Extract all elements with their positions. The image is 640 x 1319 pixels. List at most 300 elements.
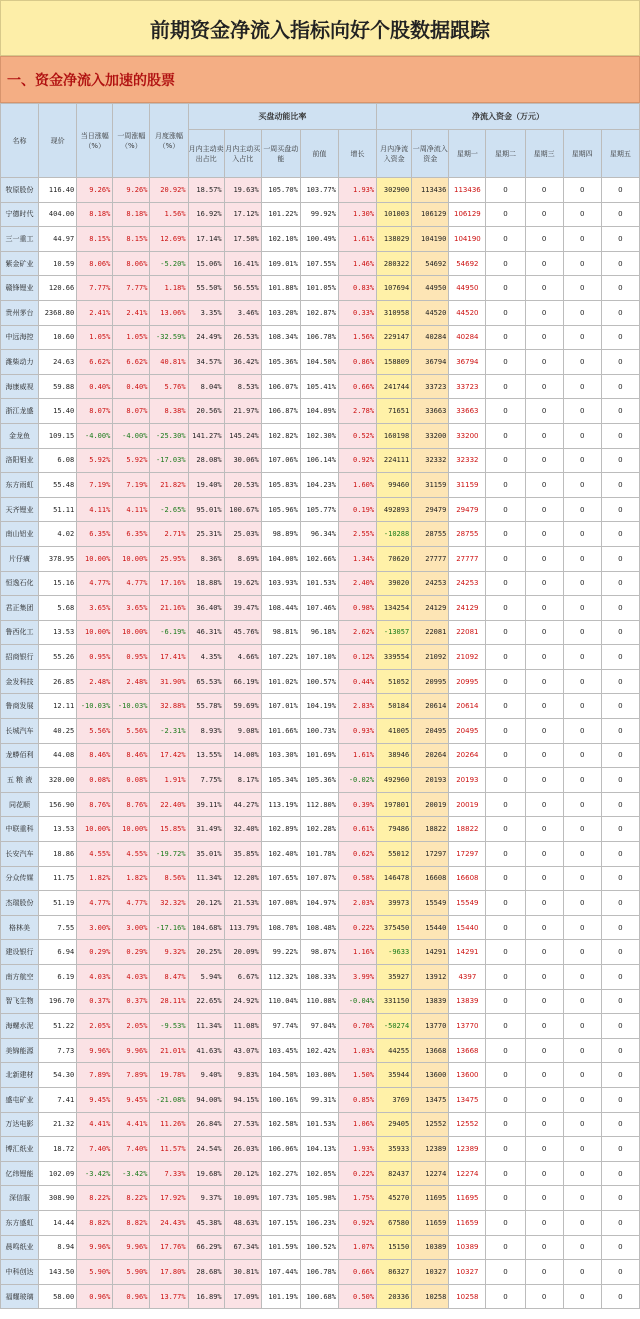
table-row [1,325,640,350]
cell-wed: 0 [525,522,563,547]
cell-net-month: 160198 [377,423,412,448]
cell-thu: 0 [563,1210,601,1235]
cell-buy-ratio: 14.00% [224,743,261,768]
table-row [1,276,640,301]
cell-net-week: 15549 [412,891,449,916]
cell-day-change: 2.05% [77,1014,113,1039]
cell-fri: 0 [601,325,639,350]
stock-table [0,103,640,1309]
cell-month-change: 24.43% [150,1210,188,1235]
cell-thu: 0 [563,202,601,227]
cell-week-power: 101.22% [261,202,300,227]
cell-net-month: -13057 [377,620,412,645]
cell-month-change: 17.16% [150,571,188,596]
cell-fri: 0 [601,1186,639,1211]
cell-prev: 106.78% [300,325,338,350]
cell-name: 浙江龙盛 [1,399,39,424]
cell-net-month: 82437 [377,1161,412,1186]
cell-month-change: 1.18% [150,276,188,301]
cell-fri: 0 [601,915,639,940]
cell-wed: 0 [525,792,563,817]
cell-net-week: 18822 [412,817,449,842]
cell-buy-ratio: 39.47% [224,596,261,621]
cell-thu: 0 [563,768,601,793]
cell-tue: 0 [486,817,525,842]
cell-fri: 0 [601,989,639,1014]
cell-sell-ratio: 66.29% [188,1235,224,1260]
cell-week-change: 10.00% [113,546,150,571]
cell-month-change: 21.82% [150,473,188,498]
cell-week-change: 8.07% [113,399,150,424]
cell-day-change: 8.15% [77,227,113,252]
cell-net-month: 302900 [377,178,412,203]
cell-tue: 0 [486,227,525,252]
cell-day-change: 9.45% [77,1087,113,1112]
cell-fri: 0 [601,350,639,375]
cell-month-change: 17.80% [150,1260,188,1285]
cell-tue: 0 [486,596,525,621]
cell-fri: 0 [601,669,639,694]
cell-mon: 17297 [449,842,486,867]
cell-week-power: 102.10% [261,227,300,252]
cell-net-week: 10258 [412,1284,449,1309]
cell-fri: 0 [601,965,639,990]
header-fri: 星期五 [601,130,639,178]
cell-buy-ratio: 44.27% [224,792,261,817]
cell-week-power: 107.73% [261,1186,300,1211]
cell-growth: 1.60% [338,473,376,498]
cell-fri: 0 [601,1235,639,1260]
cell-day-change: 7.40% [77,1137,113,1162]
cell-buy-ratio: 113.79% [224,915,261,940]
cell-net-month: 310958 [377,300,412,325]
cell-week-change: 5.92% [113,448,150,473]
cell-prev: 106.14% [300,448,338,473]
cell-sell-ratio: 20.56% [188,399,224,424]
cell-buy-ratio: 67.34% [224,1235,261,1260]
cell-net-week: 13839 [412,989,449,1014]
cell-mon: 36794 [449,350,486,375]
table-row [1,522,640,547]
cell-buy-ratio: 16.41% [224,251,261,276]
cell-name: 天齐锂业 [1,497,39,522]
cell-buy-ratio: 66.19% [224,669,261,694]
cell-growth: 0.86% [338,350,376,375]
cell-week-change: 6.35% [113,522,150,547]
cell-sell-ratio: 8.04% [188,374,224,399]
cell-price: 120.66 [39,276,77,301]
cell-thu: 0 [563,522,601,547]
cell-wed: 0 [525,497,563,522]
cell-buy-ratio: 48.63% [224,1210,261,1235]
cell-tue: 0 [486,522,525,547]
header-week-power: 一周买盘动能 [261,130,300,178]
cell-mon: 18822 [449,817,486,842]
cell-thu: 0 [563,1137,601,1162]
cell-thu: 0 [563,251,601,276]
cell-week-change: 7.40% [113,1137,150,1162]
cell-week-change: 2.05% [113,1014,150,1039]
cell-thu: 0 [563,497,601,522]
cell-price: 143.50 [39,1260,77,1285]
cell-net-week: 12389 [412,1137,449,1162]
cell-buy-ratio: 3.46% [224,300,261,325]
cell-tue: 0 [486,1284,525,1309]
cell-growth: -0.02% [338,768,376,793]
cell-week-change: 4.55% [113,842,150,867]
cell-price: 13.53 [39,620,77,645]
cell-fri: 0 [601,300,639,325]
cell-fri: 0 [601,497,639,522]
cell-name: 盛屯矿业 [1,1087,39,1112]
cell-thu: 0 [563,1161,601,1186]
cell-mon: 14291 [449,940,486,965]
cell-net-month: 146478 [377,866,412,891]
cell-tue: 0 [486,694,525,719]
cell-mon: 27777 [449,546,486,571]
cell-mon: 20019 [449,792,486,817]
cell-thu: 0 [563,300,601,325]
cell-price: 10.60 [39,325,77,350]
cell-wed: 0 [525,1210,563,1235]
cell-week-power: 105.34% [261,768,300,793]
cell-name: 君正集团 [1,596,39,621]
cell-buy-ratio: 11.08% [224,1014,261,1039]
cell-net-week: 20193 [412,768,449,793]
cell-prev: 101.78% [300,842,338,867]
header-wed: 星期三 [525,130,563,178]
cell-sell-ratio: 28.68% [188,1260,224,1285]
cell-name: 万达电影 [1,1112,39,1137]
cell-price: 156.90 [39,792,77,817]
cell-day-change: 9.96% [77,1038,113,1063]
cell-wed: 0 [525,473,563,498]
cell-mon: 106129 [449,202,486,227]
cell-week-power: 101.59% [261,1235,300,1260]
cell-month-change: -32.59% [150,325,188,350]
cell-net-week: 33723 [412,374,449,399]
cell-price: 10.59 [39,251,77,276]
cell-net-month: 67580 [377,1210,412,1235]
cell-price: 11.75 [39,866,77,891]
cell-fri: 0 [601,940,639,965]
cell-thu: 0 [563,399,601,424]
cell-thu: 0 [563,473,601,498]
cell-sell-ratio: 20.25% [188,940,224,965]
cell-sell-ratio: 22.65% [188,989,224,1014]
cell-net-month: 35927 [377,965,412,990]
cell-day-change: 0.37% [77,989,113,1014]
cell-net-month: 41005 [377,719,412,744]
cell-tue: 0 [486,669,525,694]
cell-sell-ratio: 19.40% [188,473,224,498]
cell-net-month: 158809 [377,350,412,375]
cell-net-month: 3769 [377,1087,412,1112]
cell-net-week: 11659 [412,1210,449,1235]
cell-wed: 0 [525,1112,563,1137]
cell-fri: 0 [601,473,639,498]
cell-wed: 0 [525,1087,563,1112]
cell-day-change: -4.00% [77,423,113,448]
cell-name: 金发科技 [1,669,39,694]
cell-week-power: 113.19% [261,792,300,817]
cell-prev: 100.49% [300,227,338,252]
cell-month-change: 8.47% [150,965,188,990]
cell-growth: 1.34% [338,546,376,571]
cell-growth: 1.30% [338,202,376,227]
cell-name: 北新建材 [1,1063,39,1088]
cell-buy-ratio: 9.08% [224,719,261,744]
cell-growth: 1.07% [338,1235,376,1260]
cell-sell-ratio: 39.11% [188,792,224,817]
cell-wed: 0 [525,719,563,744]
cell-month-change: -25.30% [150,423,188,448]
cell-net-month: 492960 [377,768,412,793]
cell-net-week: 22081 [412,620,449,645]
cell-mon: 11695 [449,1186,486,1211]
cell-name: 南方航空 [1,965,39,990]
table-row [1,202,640,227]
cell-prev: 103.00% [300,1063,338,1088]
cell-name: 杰瑞股份 [1,891,39,916]
cell-name: 东方盛虹 [1,1210,39,1235]
cell-name: 海螺水泥 [1,1014,39,1039]
cell-week-change: 10.00% [113,620,150,645]
cell-fri: 0 [601,522,639,547]
cell-week-power: 101.19% [261,1284,300,1309]
cell-net-week: 33200 [412,423,449,448]
cell-sell-ratio: 13.55% [188,743,224,768]
table-row [1,645,640,670]
header-mon: 星期一 [449,130,486,178]
cell-day-change: 8.22% [77,1186,113,1211]
cell-mon: 15549 [449,891,486,916]
cell-week-power: 102.58% [261,1112,300,1137]
cell-wed: 0 [525,423,563,448]
cell-thu: 0 [563,866,601,891]
table-body [1,178,640,1309]
cell-wed: 0 [525,1235,563,1260]
cell-month-change: -21.08% [150,1087,188,1112]
cell-wed: 0 [525,743,563,768]
table-row [1,891,640,916]
table-row [1,669,640,694]
cell-fri: 0 [601,227,639,252]
cell-week-power: 97.74% [261,1014,300,1039]
cell-sell-ratio: 65.53% [188,669,224,694]
cell-day-change: 8.46% [77,743,113,768]
cell-name: 南山铝业 [1,522,39,547]
cell-month-change: 1.56% [150,202,188,227]
cell-net-month: 99460 [377,473,412,498]
cell-prev: 105.36% [300,768,338,793]
cell-month-change: 19.78% [150,1063,188,1088]
cell-day-change: 6.35% [77,522,113,547]
cell-net-week: 12552 [412,1112,449,1137]
cell-growth: 1.03% [338,1038,376,1063]
cell-day-change: 6.62% [77,350,113,375]
cell-thu: 0 [563,448,601,473]
cell-tue: 0 [486,719,525,744]
cell-tue: 0 [486,915,525,940]
cell-week-change: 0.29% [113,940,150,965]
cell-week-change: 8.18% [113,202,150,227]
table-row [1,399,640,424]
cell-growth: 0.52% [338,423,376,448]
cell-prev: 100.57% [300,669,338,694]
cell-week-power: 107.44% [261,1260,300,1285]
cell-name: 深信服 [1,1186,39,1211]
cell-wed: 0 [525,669,563,694]
cell-week-power: 103.93% [261,571,300,596]
cell-week-change: 8.82% [113,1210,150,1235]
cell-mon: 31159 [449,473,486,498]
table-row [1,694,640,719]
cell-price: 7.41 [39,1087,77,1112]
cell-day-change: 4.03% [77,965,113,990]
cell-fri: 0 [601,546,639,571]
table-row [1,1137,640,1162]
cell-buy-ratio: 30.06% [224,448,261,473]
table-row [1,1235,640,1260]
table-row [1,1284,640,1309]
cell-net-month: 70620 [377,546,412,571]
cell-name: 贵州茅台 [1,300,39,325]
cell-net-month: 45270 [377,1186,412,1211]
cell-mon: 104190 [449,227,486,252]
cell-net-month: -9633 [377,940,412,965]
cell-growth: 2.03% [338,891,376,916]
cell-fri: 0 [601,202,639,227]
cell-tue: 0 [486,792,525,817]
cell-thu: 0 [563,276,601,301]
cell-fri: 0 [601,891,639,916]
cell-sell-ratio: 141.27% [188,423,224,448]
cell-price: 6.19 [39,965,77,990]
cell-mon: 113436 [449,178,486,203]
cell-thu: 0 [563,325,601,350]
cell-week-change: 8.15% [113,227,150,252]
cell-prev: 102.30% [300,423,338,448]
cell-thu: 0 [563,1087,601,1112]
cell-wed: 0 [525,1186,563,1211]
cell-price: 5.68 [39,596,77,621]
cell-net-month: 241744 [377,374,412,399]
cell-mon: 33663 [449,399,486,424]
cell-name: 赣锋锂业 [1,276,39,301]
table-row [1,1014,640,1039]
cell-tue: 0 [486,1235,525,1260]
cell-week-change: 0.37% [113,989,150,1014]
cell-month-change: 1.91% [150,768,188,793]
cell-net-month: 44255 [377,1038,412,1063]
cell-name: 宁德时代 [1,202,39,227]
cell-week-power: 108.34% [261,325,300,350]
cell-buy-ratio: 17.09% [224,1284,261,1309]
cell-day-change: 4.41% [77,1112,113,1137]
cell-growth: 0.92% [338,1210,376,1235]
cell-fri: 0 [601,251,639,276]
cell-week-change: 4.77% [113,571,150,596]
cell-week-power: 107.01% [261,694,300,719]
cell-month-change: 17.92% [150,1186,188,1211]
cell-growth: 1.75% [338,1186,376,1211]
cell-net-week: 28755 [412,522,449,547]
cell-mon: 24253 [449,571,486,596]
table-row [1,1087,640,1112]
cell-growth: 1.06% [338,1112,376,1137]
cell-net-week: 33663 [412,399,449,424]
cell-week-change: 5.90% [113,1260,150,1285]
cell-day-change: 1.82% [77,866,113,891]
cell-week-power: 103.30% [261,743,300,768]
cell-growth: 0.12% [338,645,376,670]
cell-wed: 0 [525,251,563,276]
cell-month-change: -6.19% [150,620,188,645]
cell-name: 同花顺 [1,792,39,817]
cell-thu: 0 [563,596,601,621]
table-row [1,866,640,891]
cell-name: 中联重科 [1,817,39,842]
cell-net-month: 50184 [377,694,412,719]
cell-growth: 0.62% [338,842,376,867]
cell-net-week: 10327 [412,1260,449,1285]
cell-growth: 0.44% [338,669,376,694]
cell-tue: 0 [486,276,525,301]
cell-prev: 102.05% [300,1161,338,1186]
cell-sell-ratio: 18.88% [188,571,224,596]
header-month-change: 月度涨幅（%） [150,104,188,178]
cell-month-change: 40.81% [150,350,188,375]
cell-name: 片仔癀 [1,546,39,571]
cell-day-change: 3.00% [77,915,113,940]
cell-fri: 0 [601,1260,639,1285]
cell-buy-ratio: 12.20% [224,866,261,891]
cell-net-month: 35933 [377,1137,412,1162]
cell-net-month: 197801 [377,792,412,817]
cell-price: 308.90 [39,1186,77,1211]
cell-buy-ratio: 6.67% [224,965,261,990]
table-row [1,768,640,793]
cell-name: 格林美 [1,915,39,940]
cell-month-change: 17.41% [150,645,188,670]
cell-week-change: 0.40% [113,374,150,399]
cell-wed: 0 [525,1038,563,1063]
cell-growth: 0.66% [338,1260,376,1285]
cell-net-week: 13770 [412,1014,449,1039]
cell-week-power: 99.22% [261,940,300,965]
cell-net-week: 32332 [412,448,449,473]
header-buy-ratio: 月内主动买入占比 [224,130,261,178]
cell-tue: 0 [486,571,525,596]
cell-tue: 0 [486,1137,525,1162]
cell-prev: 107.10% [300,645,338,670]
cell-growth: 0.58% [338,866,376,891]
cell-wed: 0 [525,300,563,325]
cell-mon: 54692 [449,251,486,276]
cell-growth: 2.78% [338,399,376,424]
cell-week-change: 0.08% [113,768,150,793]
cell-tue: 0 [486,399,525,424]
cell-name: 海康威视 [1,374,39,399]
cell-wed: 0 [525,989,563,1014]
cell-fri: 0 [601,694,639,719]
cell-day-change: 0.95% [77,645,113,670]
cell-growth: 0.70% [338,1014,376,1039]
cell-buy-ratio: 21.53% [224,891,261,916]
cell-net-month: 134254 [377,596,412,621]
cell-net-week: 21092 [412,645,449,670]
